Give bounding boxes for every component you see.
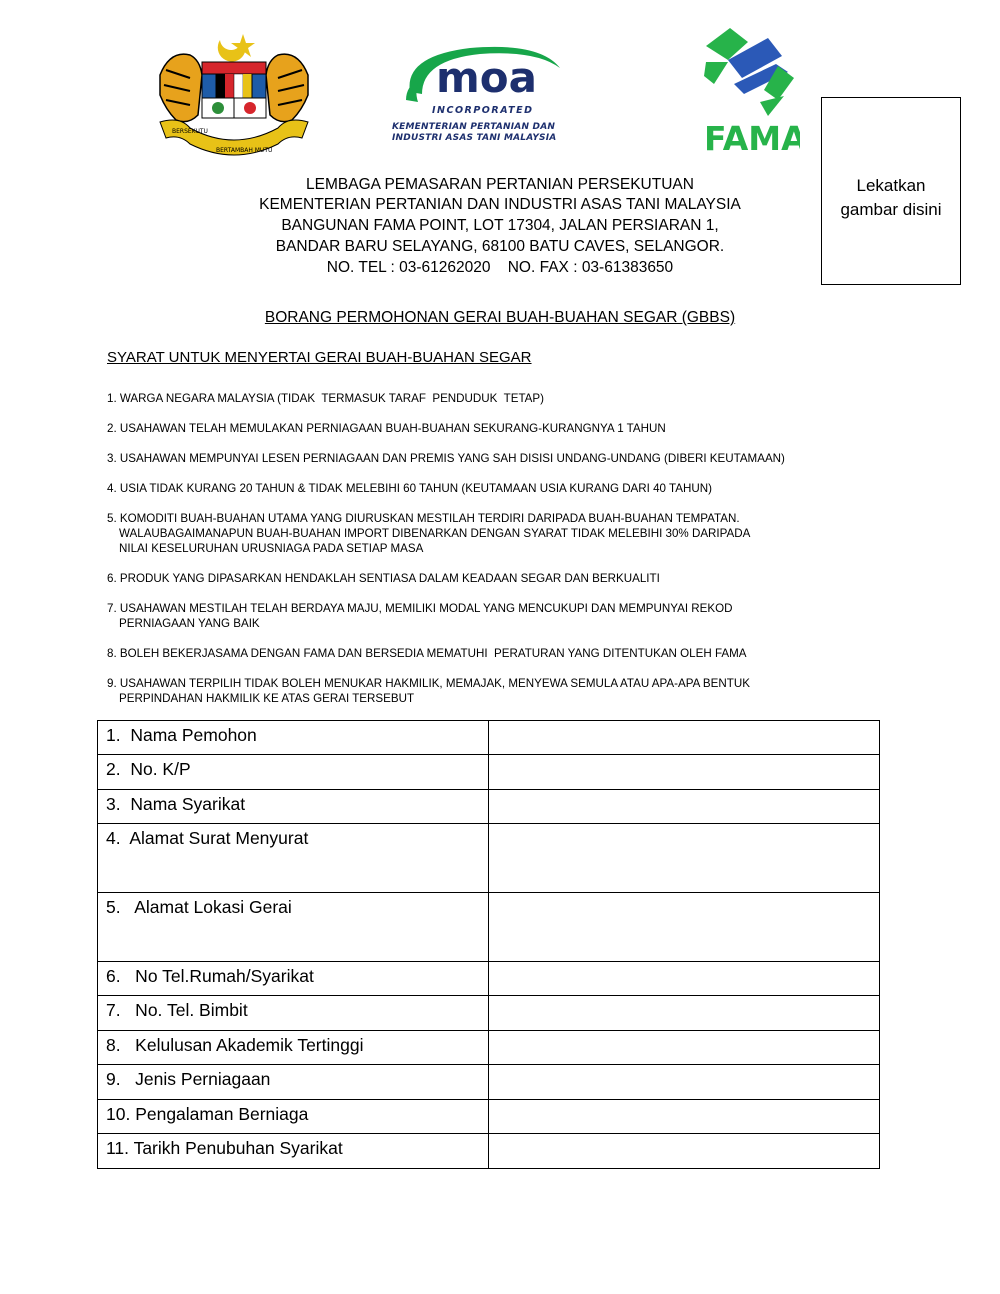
photo-box-line2: gambar disini (840, 200, 942, 219)
requirement-item (107, 451, 897, 466)
field-label: 8. Kelulusan Akademik Tertinggi (98, 1031, 489, 1065)
requirement-text: 4. USIA TIDAK KURANG 20 TAHUN & TIDAK MELEBIHI 60 TAHUN (KEUTAMAAN USIA KURANG DARI 40 TAHUN) (107, 482, 712, 495)
field-label: 7. No. Tel. Bimbit (98, 996, 489, 1031)
field-input-nama-pemohon[interactable] (489, 721, 880, 755)
field-input-alamat-gerai[interactable] (489, 893, 880, 962)
fama-logo (700, 26, 800, 154)
requirement-item (107, 391, 897, 406)
form-row-alamat-gerai (98, 893, 880, 962)
requirement-text: 5. KOMODITI BUAH-BUAHAN UTAMA YANG DIURUSKAN MESTILAH TERDIRI DARIPADA BUAH-BUAHAN TEMPATAN. (107, 512, 740, 525)
form-row-no-kp (98, 755, 880, 790)
form-row-jenis-perniagaan (98, 1065, 880, 1100)
requirement-item (107, 511, 897, 556)
requirement-text-cont: NILAI KESELURUHAN URUSNIAGA PADA SETIAP MASA (119, 542, 424, 555)
moa-wordmark: moa (436, 53, 537, 102)
field-input-nama-syarikat[interactable] (489, 790, 880, 824)
address-line-4: BANDAR BARU SELAYANG, 68100 BATU CAVES, SELANGOR. (275, 238, 725, 255)
application-form-table (97, 720, 880, 1169)
address-line-1: LEMBAGA PEMASARAN PERTANIAN PERSEKUTUAN (306, 176, 694, 193)
field-label: 6. No Tel.Rumah/Syarikat (98, 962, 489, 996)
requirement-text: 3. USAHAWAN MEMPUNYAI LESEN PERNIAGAAN DAN PREMIS YANG SAH DISISI UNDANG-UNDANG (DIBERI KEUTAMAAN) (107, 452, 785, 465)
field-input-kelulusan[interactable] (489, 1031, 880, 1065)
moa-subtitle-1: KEMENTERIAN PERTANIAN DAN (392, 122, 556, 132)
form-row-tarikh-penubuhan (98, 1134, 880, 1169)
form-title: BORANG PERMOHONAN GERAI BUAH-BUAHAN SEGAR (GBBS) (264, 309, 736, 326)
field-label: 4. Alamat Surat Menyurat (98, 824, 489, 893)
requirement-item (107, 571, 897, 586)
field-label: 1. Nama Pemohon (98, 721, 489, 755)
field-label: 9. Jenis Perniagaan (98, 1065, 489, 1100)
form-row-no-tel-bimbit (98, 996, 880, 1031)
form-row-alamat-surat (98, 824, 880, 893)
requirement-text: 1. WARGA NEGARA MALAYSIA (TIDAK TERMASUK TARAF PENDUDUK TETAP) (107, 392, 544, 405)
requirement-text: 9. USAHAWAN TERPILIH TIDAK BOLEH MENUKAR HAKMILIK, MEMAJAK, MENYEWA SEMULA ATAU APA-APA BENTUK (107, 677, 750, 690)
requirement-text-cont: PERPINDAHAN HAKMILIK KE ATAS GERAI TERSEBUT (119, 692, 415, 705)
field-input-no-tel-rumah[interactable] (489, 962, 880, 996)
requirement-item (107, 646, 897, 661)
form-row-pengalaman (98, 1100, 880, 1134)
requirement-item (107, 601, 897, 631)
field-label: 11. Tarikh Penubuhan Syarikat (98, 1134, 489, 1169)
field-label: 5. Alamat Lokasi Gerai (98, 893, 489, 962)
form-row-nama-pemohon (98, 721, 880, 755)
requirement-text: 7. USAHAWAN MESTILAH TELAH BERDAYA MAJU, MEMILIKI MODAL YANG MENCUKUPI DAN MEMPUNYAI REKOD (107, 602, 733, 615)
field-input-no-tel-bimbit[interactable] (489, 996, 880, 1031)
requirement-text: 8. BOLEH BEKERJASAMA DENGAN FAMA DAN BERSEDIA MEMATUHI PERATURAN YANG DITENTUKAN OLEH FAMA (107, 647, 747, 660)
contact-line: NO. TEL : 03-61262020 NO. FAX : 03-61383650 (326, 259, 674, 276)
moa-logo-icon (392, 40, 570, 110)
field-label: 2. No. K/P (98, 755, 489, 790)
field-input-no-kp[interactable] (489, 755, 880, 790)
address-line-2: KEMENTERIAN PERTANIAN DAN INDUSTRI ASAS TANI MALAYSIA (259, 196, 741, 213)
fama-logo-icon (700, 26, 800, 154)
fama-wordmark: FAMA (704, 119, 800, 154)
requirement-item (107, 421, 897, 436)
moa-logo (392, 40, 570, 150)
form-row-no-tel-rumah (98, 962, 880, 996)
form-row-nama-syarikat (98, 790, 880, 824)
form-row-kelulusan (98, 1031, 880, 1065)
requirement-text: 6. PRODUK YANG DIPASARKAN HENDAKLAH SENTIASA DALAM KEADAAN SEGAR DAN BERKUALITI (107, 572, 660, 585)
field-label: 3. Nama Syarikat (98, 790, 489, 824)
field-input-jenis-perniagaan[interactable] (489, 1065, 880, 1100)
field-input-pengalaman[interactable] (489, 1100, 880, 1134)
field-input-tarikh-penubuhan[interactable] (489, 1134, 880, 1169)
coat-motto-bottom: BERTAMBAH MUTU (216, 147, 273, 154)
address-line-3: BANGUNAN FAMA POINT, LOT 17304, JALAN PERSIARAN 1, (281, 217, 719, 234)
requirement-text-cont: WALAUBAGAIMANAPUN BUAH-BUAHAN IMPORT DIBENARKAN DENGAN SYARAT TIDAK MELEBIHI 30% DARIPADA (119, 527, 751, 540)
field-input-alamat-surat[interactable] (489, 824, 880, 893)
field-label: 10. Pengalaman Berniaga (98, 1100, 489, 1134)
malaysia-coat-of-arms-icon (150, 30, 318, 160)
requirement-item (107, 676, 897, 706)
coat-motto-left: BERSEKUTU (172, 128, 208, 135)
requirements-title: SYARAT UNTUK MENYERTAI GERAI BUAH-BUAHAN SEGAR (107, 349, 532, 366)
photo-box-line1: Lekatkan (856, 176, 926, 195)
requirement-text-cont: PERNIAGAAN YANG BAIK (119, 617, 260, 630)
requirement-item (107, 481, 897, 496)
requirement-text: 2. USAHAWAN TELAH MEMULAKAN PERNIAGAAN BUAH-BUAHAN SEKURANG-KURANGNYA 1 TAHUN (107, 422, 666, 435)
moa-tagline: INCORPORATED (432, 105, 534, 116)
moa-subtitle-2: INDUSTRI ASAS TANI MALAYSIA (392, 133, 557, 143)
